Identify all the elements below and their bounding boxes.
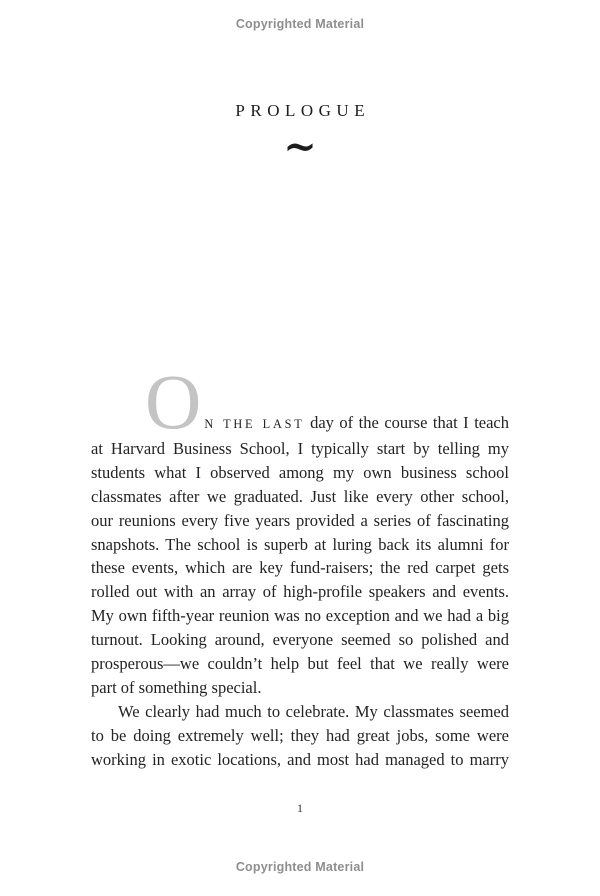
- copyright-top-label: Copyrighted Material: [235, 17, 365, 31]
- paragraph-1: [91, 358, 509, 700]
- body-line: classmates after we graduated. Just like every other school,: [91, 486, 509, 506]
- body-line: [91, 358, 509, 445]
- body-line: these events, which are key fund-raisers; the red carpet gets: [91, 558, 509, 578]
- body-line: working in exotic locations, and most had managed to marry: [91, 749, 509, 769]
- drop-cap-initial: O: [145, 358, 202, 445]
- body-line: part of something special.: [91, 677, 262, 697]
- body-text: [91, 358, 509, 772]
- body-line: snapshots. The school is superb at luring back its alumni for: [91, 534, 509, 554]
- prologue-heading: PROLOGUE: [235, 101, 371, 120]
- page-number: 1: [297, 801, 303, 815]
- body-line: turnout. Looking around, everyone seemed so polished and: [91, 630, 509, 650]
- body-line: My own fifth-year reunion was no exception and we had a big: [91, 606, 509, 626]
- paragraph-2: [91, 700, 509, 772]
- tilde-ornament: ~: [283, 123, 317, 170]
- body-line: to be doing extremely well; they had great jobs, some were: [91, 725, 509, 745]
- body-line: prosperous—we couldn’t help but feel that we really were: [91, 654, 509, 674]
- body-line: rolled out with an array of high-profile speakers and events.: [91, 582, 509, 602]
- body-line-text: day of the course that I teach: [310, 413, 509, 432]
- opening-smallcaps: N THE LAST: [204, 417, 305, 431]
- body-line: We clearly had much to celebrate. My classmates seemed: [118, 701, 509, 721]
- copyright-bottom-label: Copyrighted Material: [235, 860, 365, 874]
- body-line: our reunions every five years provided a series of fascinating: [91, 510, 509, 530]
- body-line: students what I observed among my own business school: [91, 462, 509, 482]
- body-line: at Harvard Business School, I typically start by telling my: [91, 438, 509, 458]
